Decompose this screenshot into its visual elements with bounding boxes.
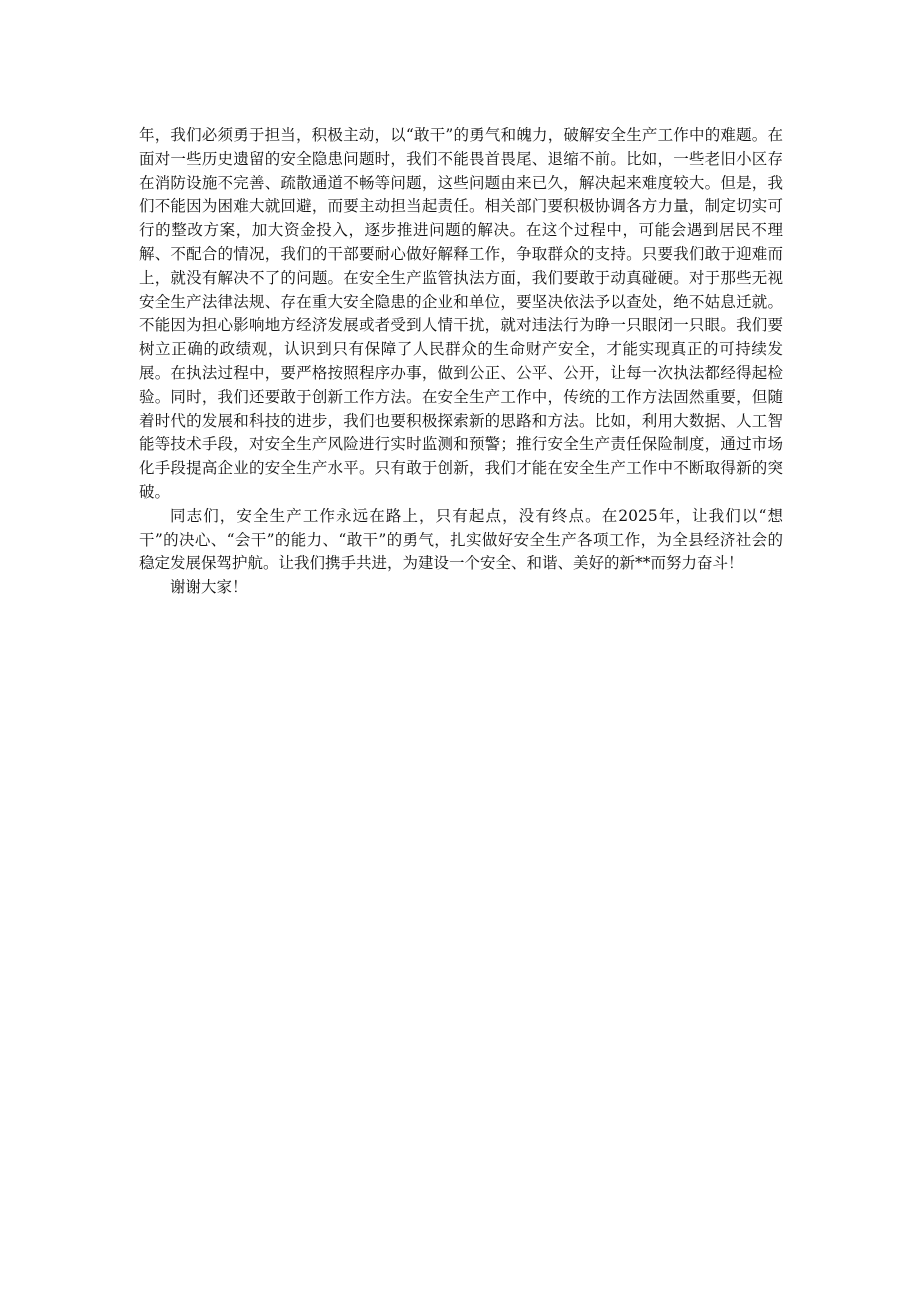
paragraph-continuation: 年，我们必须勇于担当，积极主动，以“敢干”的勇气和魄力，破解安全生产工作中的难题。在面对一些历史遗留的安全隐患问题时，我们不能畏首畏尾、退缩不前。比如，一些老旧小区存在消防设施不完善、疏散通道不畅等问题，这些问题由来已久，解决起来难度较大。但是，我们不能因为困难大就回避，而要主动担当起责任。相关部门要积极协调各方力量，制定切实可行的整改方案，加大资金投入，逐步推进问题的解决。在这个过程中，可能会遇到居民不理解、不配合的情况，我们的干部要耐心做好解释工作，争取群众的支持。只要我们敢于迎难而上，就没有解决不了的问题。在安全生产监管执法方面，我们要敢于动真碰硬。对于那些无视安全生产法律法规、存在重大安全隐患的企业和单位，要坚决依法予以查处，绝不姑息迁就。不能因为担心影响地方经济发展或者受到人情干扰，就对违法行为睁一只眼闭一只眼。我们要树立正确的政绩观，认识到只有保障了人民群众的生命财产安全，才能实现真正的可持续发展。在执法过程中，要严格按照程序办事，做到公正、公平、公开，让每一次执法都经得起检验。同时，我们还要敢于创新工作方法。在安全生产工作中，传统的工作方法固然重要，但随着时代的发展和科技的进步，我们也要积极探索新的思路和方法。比如，利用大数据、人工智能等技术手段，对安全生产风险进行实时监测和预警；推行安全生产责任保险制度，通过市场化手段提高企业的安全生产水平。只有敢于创新，我们才能在安全生产工作中不断取得新的突破。 xyxy=(139,126,783,501)
document-body xyxy=(139,124,783,600)
paragraph-closing-call: 同志们，安全生产工作永远在路上，只有起点，没有终点。在2025年，让我们以“想干”的决心、“会干”的能力、“敢干”的勇气，扎实做好安全生产各项工作，为全县经济社会的稳定发展保驾护航。让我们携手共进，为建设一个安全、和谐、美好的新**而努力奋斗！ xyxy=(139,506,783,573)
paragraph-thanks: 谢谢大家！ xyxy=(170,578,248,597)
